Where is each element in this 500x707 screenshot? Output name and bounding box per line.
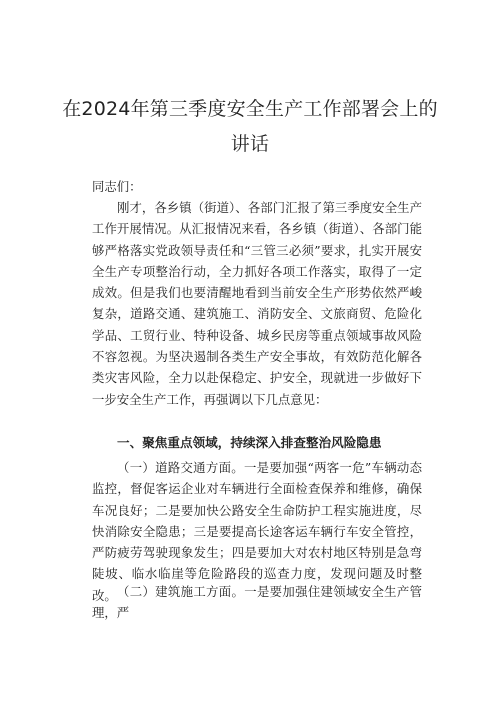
paragraph-intro: 刚才，各乡镇（街道）、各部门汇报了第三季度安全生产工作开展情况。从汇报情况来看，各乡镇（街道）、各部门能够严格落实党政领导责任和“三管三必须”要求，扎实开展安全生产专项整治行动，全力抓好各项工作落实，取得了一定成效。但是我们也要清醒地看到当前安全生产形势依然严峻复杂，道路交通、建筑施工、消防安全、文旅商贸、危险化学品、工贸行业、特种设备、城乡民房等重点领域事故风险不容忽视。为坚决遏制各类生产安全事故，有效防范化解各类灾害风险，全力以赴保稳定、护安全，现就进一步做好下一步安全生产工作，再强调以下几点意见： [92,200,422,407]
paragraph-construction: （二）建筑施工方面。一是要加强住建领域安全生产管理，严 [92,584,422,621]
section-heading-1: 一、聚焦重点领域，持续深入排查整治风险隐患 [117,435,382,450]
document-title-line-1: 在2024年第三季度安全生产工作部署会上的 [62,98,438,120]
document-title-line-2: 讲话 [230,133,270,155]
paragraph-road-traffic: （一）道路交通方面。一是要加强“两客一危”车辆动态监控，督促客运企业对车辆进行全面检查保养和维修，确保车况良好；二是要加快公路安全生命防护工程实施进度，尽快消除安全隐患；三是要提高长途客运车辆行车安全管控，严防疲劳驾驶现象发生；四是要加大对农村地区特别是急弯陡坡、临水临崖等危险路段的巡查力度，发现问题及时整改。 [92,460,422,603]
salutation: 同志们： [92,179,142,194]
